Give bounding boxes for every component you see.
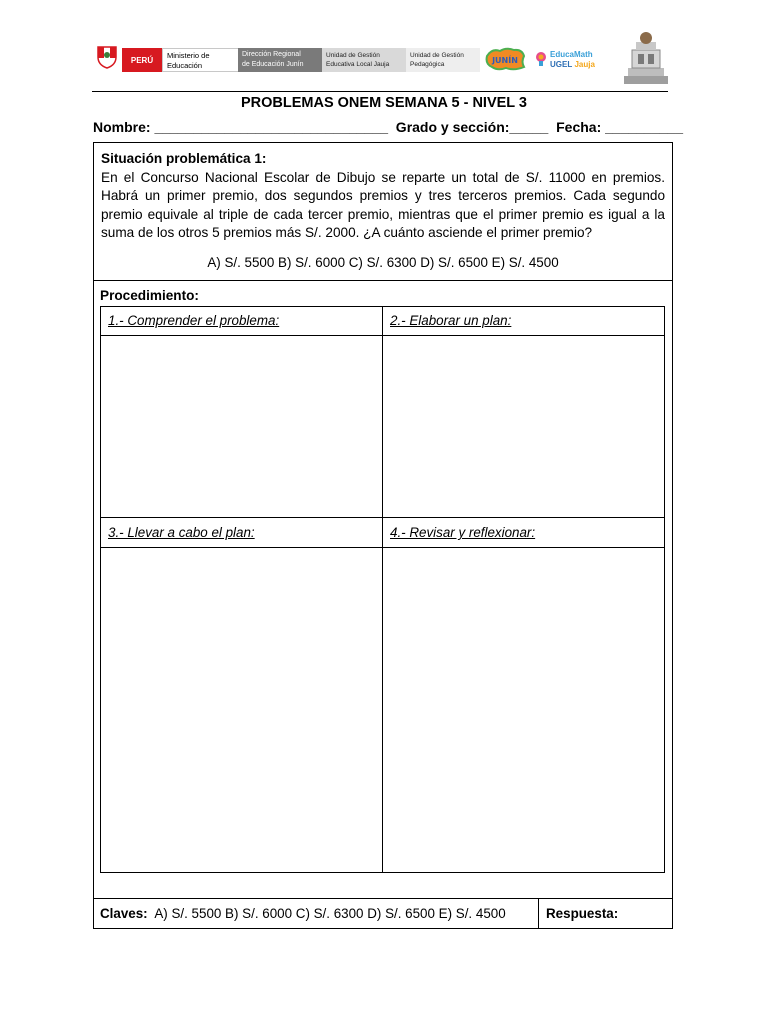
worksheet-frame: [93, 142, 673, 929]
step4-answer-area[interactable]: [383, 548, 664, 872]
educamath-icon: [534, 51, 548, 67]
grid-divider-middle: [101, 517, 664, 518]
svg-text:JUNÍN: JUNÍN: [492, 56, 518, 65]
header-logos: [92, 28, 672, 88]
drej-logo: Dirección Regional de Educación Junín: [238, 48, 322, 72]
problem-situation: [94, 143, 672, 281]
answer-field-label: Respuesta:: [546, 906, 619, 921]
procedure-title: Procedimiento:: [100, 288, 199, 303]
step3-heading: 3.- Llevar a cabo el plan:: [108, 525, 255, 540]
step1-heading: 1.- Comprender el problema:: [108, 313, 280, 328]
footer-row: [94, 898, 672, 928]
educamath-logo: EducaMath UGEL Jauja: [534, 48, 604, 72]
answer-keys: Claves: A) S/. 5500 B) S/. 6000 C) S/. 6300 D) S/. 6500 E) S/. 4500: [100, 906, 506, 921]
step1-answer-area[interactable]: [101, 336, 382, 517]
footer-divider: [538, 899, 539, 929]
step2-answer-area[interactable]: [383, 336, 664, 517]
situation-body: En el Concurso Nacional Escolar de Dibujo se reparte un total de S/. 11000 en premios. Habrá un primer premio, dos segundos premios y tres terceros premios. Cada segundo premio equivale al triple de cada tercer premio, mientras que el primer premio es igual a la suma de los otros 5 premios más S/. 2000. ¿A cuánto asciende el primer premio?: [101, 169, 665, 240]
answer-options: A) S/. 5500 B) S/. 6000 C) S/. 6300 D) S/. 6500 E) S/. 4500: [207, 255, 559, 270]
polya-steps-grid: [100, 306, 665, 873]
monument-icon: [618, 28, 674, 86]
ugel-pedagogica-logo: Unidad de Gestión Pedagógica: [406, 48, 480, 72]
step2-heading: 2.- Elaborar un plan:: [390, 313, 512, 328]
junin-map-logo: [484, 46, 526, 72]
minedu-label: Ministerio de Educación: [162, 48, 262, 72]
situation-title: Situación problemática 1:: [101, 151, 267, 166]
step3-answer-area[interactable]: [101, 548, 382, 872]
step4-heading: 4.- Revisar y reflexionar:: [390, 525, 536, 540]
page-title: PROBLEMAS ONEM SEMANA 5 - NIVEL 3: [240, 95, 527, 111]
peru-label: PERÚ: [122, 48, 162, 72]
header-divider: [92, 91, 668, 92]
student-info-line: Nombre: ______________________________ Grado y sección:_____ Fecha: __________: [93, 119, 683, 135]
ugel-jauja-logo: Unidad de Gestión Educativa Local Jauja: [322, 48, 406, 72]
peru-shield-icon: [94, 44, 120, 70]
